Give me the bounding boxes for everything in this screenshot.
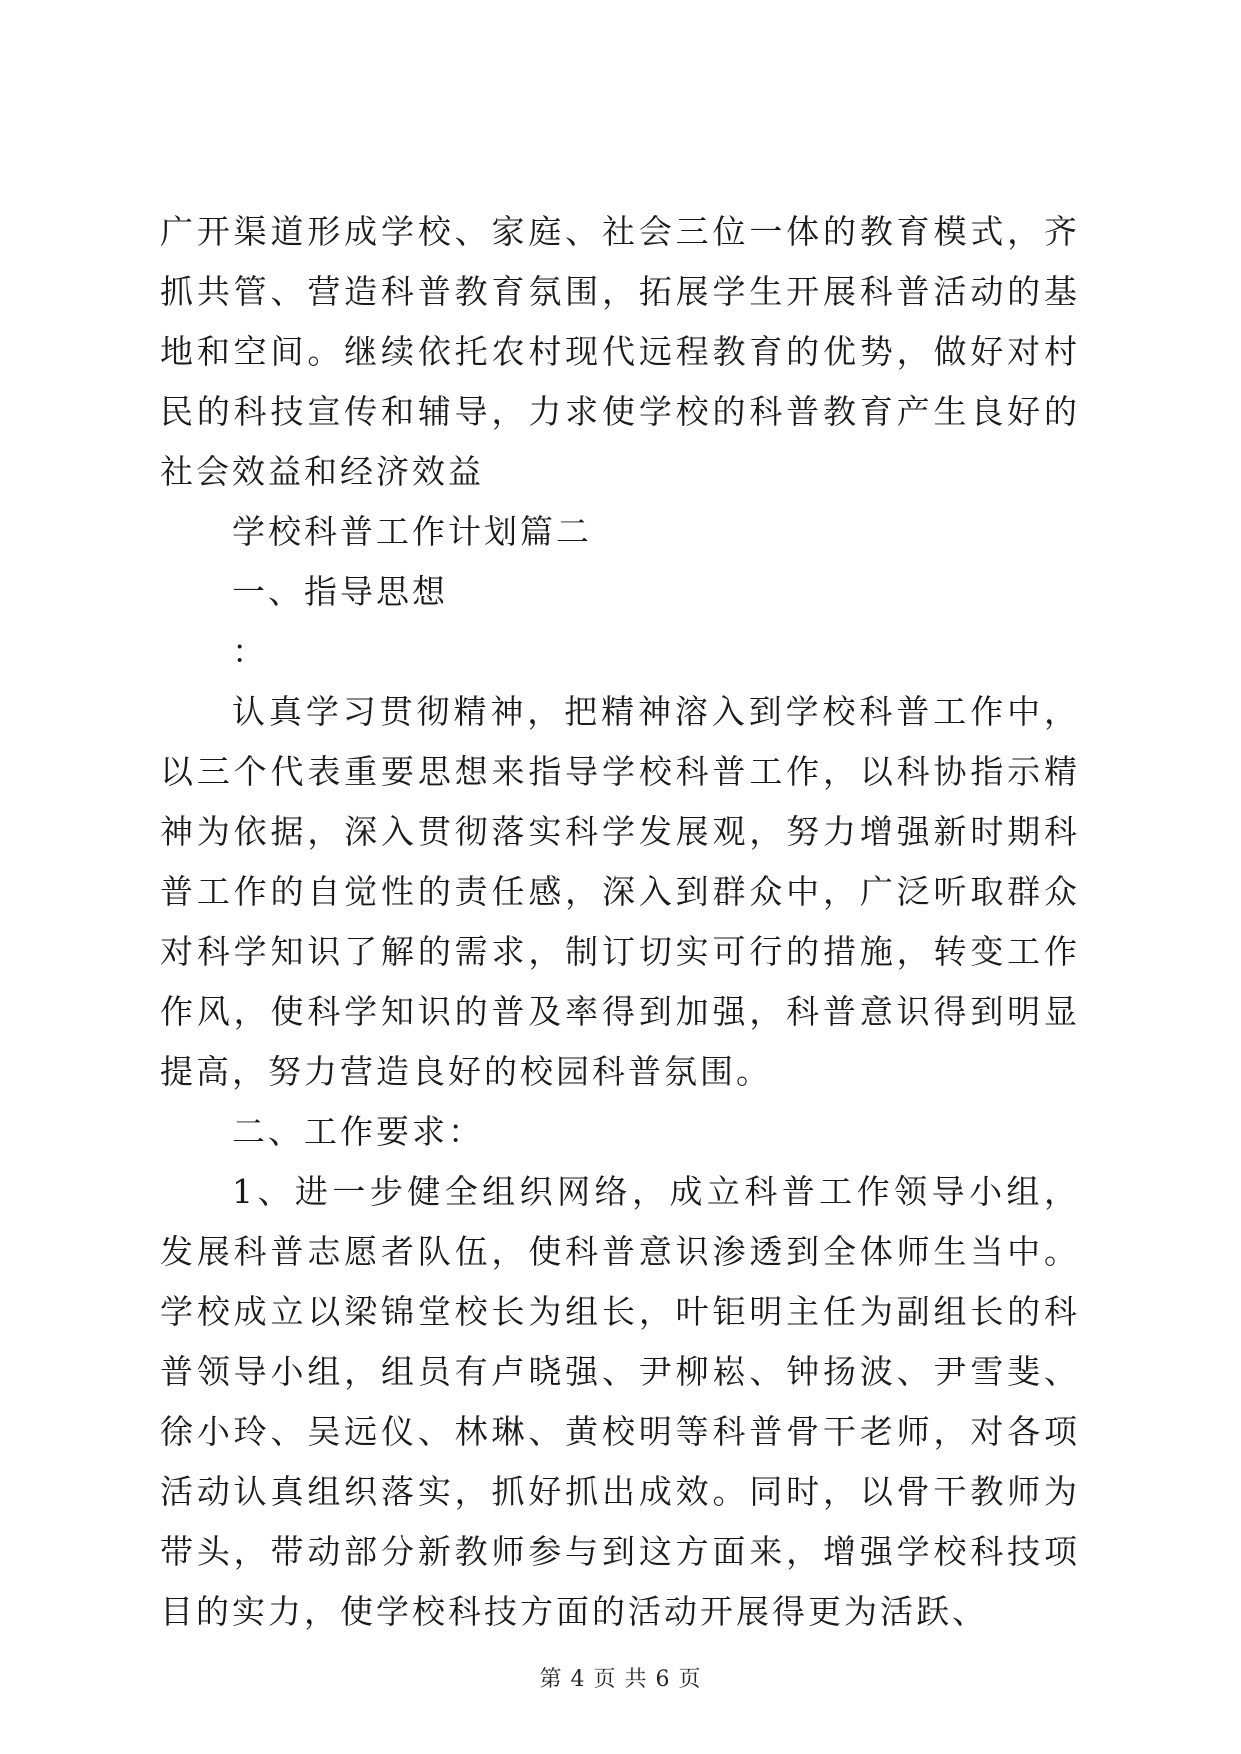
colon-line: ：	[232, 632, 268, 671]
heading-guiding-ideology: 一、指导思想	[232, 572, 448, 611]
heading-work-requirements: 二、工作要求：	[232, 1112, 484, 1151]
page-number-footer: 第 4 页 共 6 页	[539, 1667, 702, 1692]
section-title: 学校科普工作计划篇二	[232, 512, 592, 551]
paragraph-item-1: 1、进一步健全组织网络，成立科普工作领导小组，发展科普志愿者队伍，使科普意识渗透到全体师生当中。学校成立以梁锦堂校长为组长，叶钜明主任为副组长的科普领导小组，组员有卢晓强、尹柳崧、钟扬波、尹雪斐、徐小玲、吴远仪、林琳、黄校明等科普骨干老师，对各项活动认真组织落实，抓好抓出成效。同时，以骨干教师为带头，带动部分新教师参与到这方面来，增强学校科技项目的实力，使学校科技方面的活动开展得更为活跃、	[160, 1172, 1080, 1631]
paragraph-guiding-ideology: 认真学习贯彻精神，把精神溶入到学校科普工作中，以三个代表重要思想来指导学校科普工作，以科协指示精神为依据，深入贯彻落实科学发展观，努力增强新时期科普工作的自觉性的责任感，深入到群众中，广泛听取群众对科学知识了解的需求，制订切实可行的措施，转变工作作风，使科学知识的普及率得到加强，科普意识得到明显提高，努力营造良好的校园科普氛围。	[160, 692, 1080, 1091]
body-text	[160, 202, 1080, 1642]
paragraph-continuation: 广开渠道形成学校、家庭、社会三位一体的教育模式，齐抓共管、营造科普教育氛围，拓展学生开展科普活动的基地和空间。继续依托农村现代远程教育的优势，做好对村民的科技宣传和辅导，力求使学校的科普教育产生良好的社会效益和经济效益	[160, 212, 1080, 491]
